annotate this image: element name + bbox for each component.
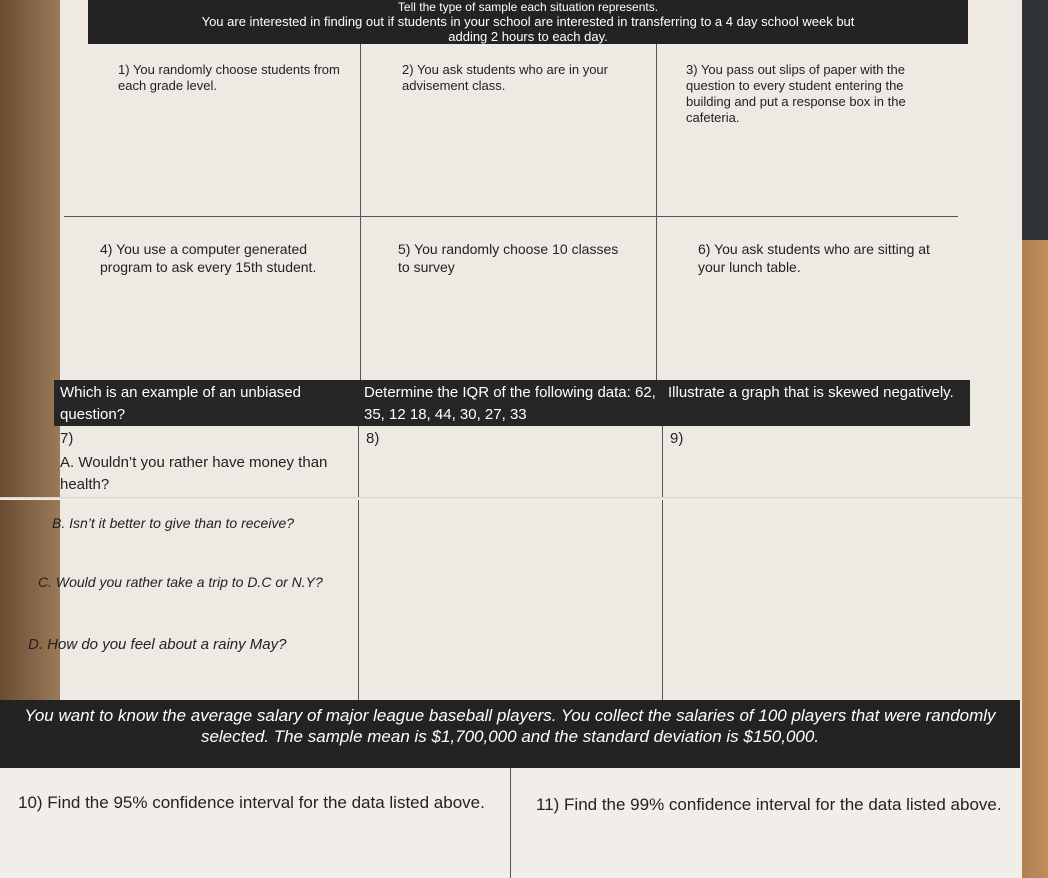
iqr-header: Determine the IQR of the following data: 62, 35, 12 18, 44, 30, 27, 33	[358, 380, 662, 426]
grid-line	[662, 426, 663, 700]
situation-4-number: 4)	[100, 241, 113, 257]
option-c: C. Would you rather take a trip to D.C or N.Y?	[38, 574, 323, 590]
header-line-3: adding 2 hours to each day.	[448, 29, 608, 44]
option-a: A. Wouldn’t you rather have money than health?	[60, 454, 328, 493]
question-11: 11) Find the 99% confidence interval for the data listed above.	[536, 795, 1002, 814]
unbiased-question-header: Which is an example of an unbiased question?	[54, 380, 358, 426]
situation-2-number: 2)	[402, 62, 414, 77]
option-d: D. How do you feel about a rainy May?	[28, 636, 287, 653]
situation-1	[118, 62, 343, 94]
grid-line	[360, 44, 361, 380]
question-9-number: 9)	[670, 430, 684, 447]
situation-5	[398, 240, 628, 276]
situation-4-text: You use a computer generated program to ask every 15th student.	[100, 241, 317, 275]
situation-5-number: 5)	[398, 241, 411, 257]
skewed-graph-header: Illustrate a graph that is skewed negatively.	[662, 380, 970, 426]
situation-6-number: 6)	[698, 241, 711, 257]
grid-line	[510, 768, 511, 878]
situation-4	[100, 240, 340, 276]
header-line-2: You are interested in finding out if students in your school are interested in transferring to a 4 day school week but	[201, 14, 855, 29]
situation-1-text: You randomly choose students from each grade level.	[118, 62, 340, 93]
grid-line	[64, 216, 958, 217]
situation-3-number: 3)	[686, 62, 698, 77]
header-line-1: Tell the type of sample each situation represents.	[397, 0, 659, 14]
situation-3	[686, 62, 936, 126]
salary-prompt-banner: You want to know the average salary of major league baseball players. You collect the salaries of 100 players that were randomly selected. The sample mean is $1,700,000 and the standard deviation is $150,000.	[0, 700, 1020, 768]
question-10: 10) Find the 95% confidence interval for the data listed above.	[18, 793, 485, 812]
option-b: B. Isn’t it better to give than to receive?	[52, 515, 295, 531]
grid-line	[656, 44, 657, 380]
worksheet-header	[88, 0, 968, 44]
situation-5-text: You randomly choose 10 classes to survey	[398, 241, 619, 275]
question-8-number: 8)	[366, 430, 380, 447]
situation-6	[698, 240, 948, 276]
paper-fold	[0, 497, 1022, 500]
situation-1-number: 1)	[118, 62, 130, 77]
situation-6-text: You ask students who are sitting at your lunch table.	[698, 241, 930, 275]
question-7-number: 7)	[60, 430, 74, 447]
situation-2-text: You ask students who are in your advisement class.	[402, 62, 608, 93]
situation-2	[402, 62, 642, 94]
situation-3-text: You pass out slips of paper with the question to every student entering the building and put a response box in the cafeteria.	[686, 62, 906, 125]
grid-line	[358, 426, 359, 700]
